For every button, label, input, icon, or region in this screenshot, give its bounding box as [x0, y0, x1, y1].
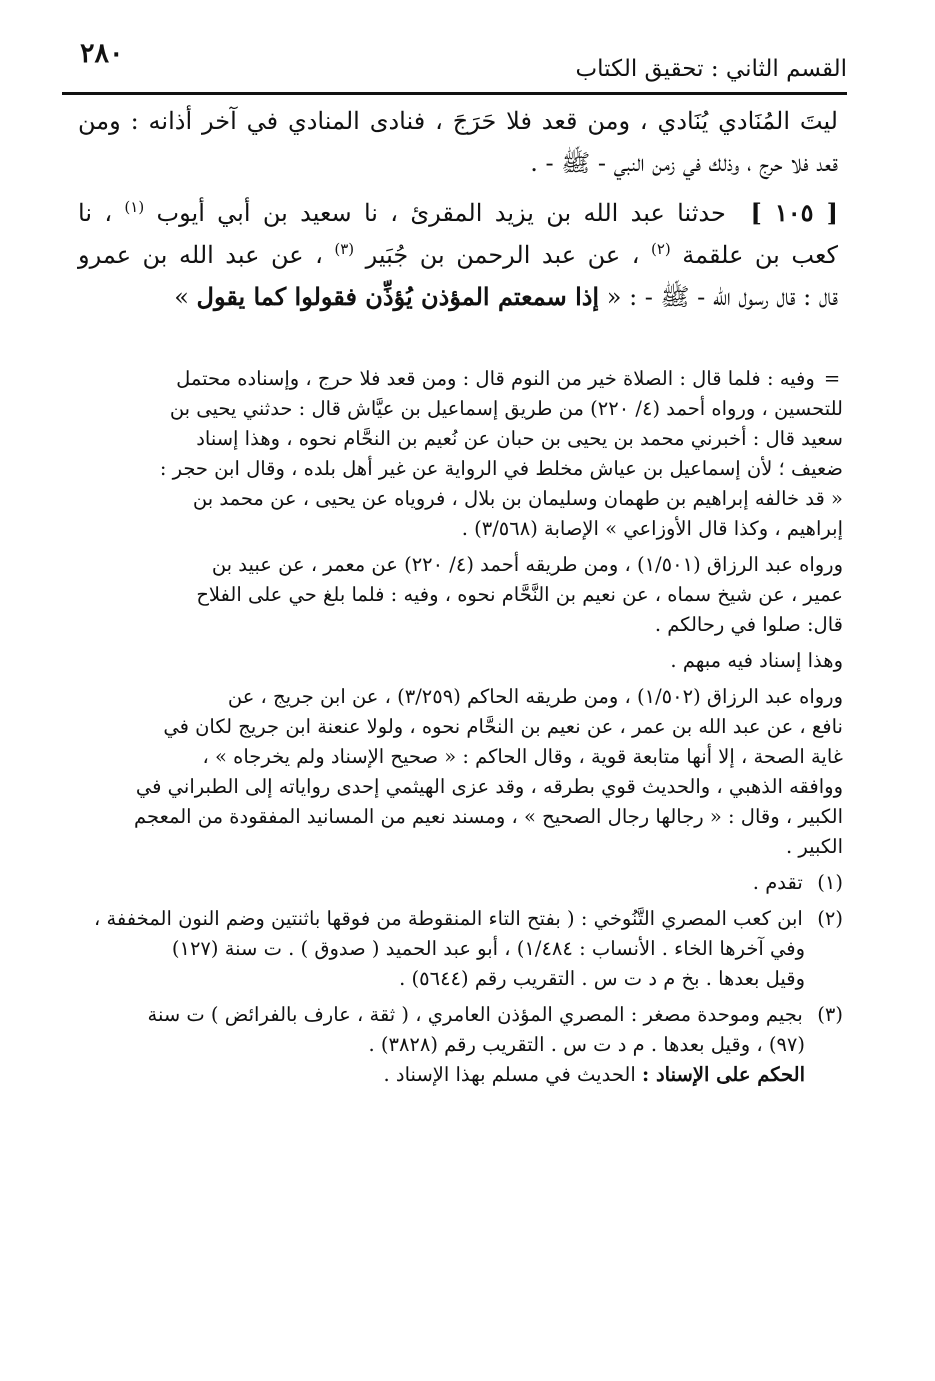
footnote-number: (٢)	[817, 907, 843, 930]
main-line: قعد فلا حرج ، وذلك في زمن النبي - ﷺ - .	[530, 149, 838, 177]
note-paragraph	[68, 682, 843, 862]
note-line: وقيل بعدها . بخ م د ت س . التقريب رقم (٥٦٤٤) .	[399, 967, 805, 990]
note-line: ورواه عبد الرزاق (١/٥٠٢) ، ومن طريقه الحاكم (٣/٢٥٩) ، عن ابن جريج ، عن	[227, 685, 843, 708]
main-line	[78, 276, 838, 318]
ruling-line	[68, 1060, 843, 1090]
note-line: سعيد قال : أخبرني محمد بن يحيى بن حبان عن نُعيم بن النحَّام نحوه ، وهذا إسناد	[196, 427, 843, 450]
note-line: وهذا إسناد فيه مبهم .	[670, 649, 843, 672]
isnad-text: ، نا	[78, 199, 113, 227]
note-line: (١) تقدم .	[68, 868, 843, 898]
main-paragraph-1	[78, 100, 838, 184]
header-rule	[62, 92, 847, 95]
ruling-text: الحديث في مسلم بهذا الإسناد .	[383, 1063, 636, 1086]
isnad-text: كعب بن علقمة	[682, 241, 838, 269]
footnotes	[68, 364, 843, 1096]
isnad-text: ، عن عبد الله بن عمرو	[78, 241, 323, 269]
main-paragraph-2	[78, 192, 838, 318]
isnad-text: ، عن عبد الرحمن بن جُبَير	[365, 241, 640, 269]
note-line: نافع ، عن عبد الله بن عمر ، عن نعيم بن النحَّام نحوه ، ولولا عنعنة ابن جريج لكان في	[163, 715, 843, 738]
footnote-ref: (٢)	[650, 240, 671, 258]
footnote-number: (٣)	[817, 1003, 843, 1026]
main-line	[78, 234, 838, 276]
note-line: = وفيه : فلما قال : الصلاة خير من النوم قال : ومن قعد فلا حرج ، وإسناده محتمل	[68, 364, 843, 394]
note-line: عمير ، عن شيخ سماه ، عن نعيم بن النَّحَّام نحوه ، وفيه : فلما بلغ حي على الفلاح	[196, 583, 843, 606]
main-line: ليتَ المُنَادي يُنَادي ، ومن قعد فلا حَرَجَ ، فنادى المنادي في آخر أذانه : ومن	[78, 107, 838, 135]
ruling-label: الحكم على الإسناد :	[642, 1063, 805, 1086]
continuation-marker: =	[823, 367, 841, 390]
note-line: وفي آخرها الخاء . الأنساب : ١/٤٨٤) ، أبو عبد الحميد ( صدوق ) . ت سنة (١٢٧)	[171, 937, 805, 960]
main-line	[78, 192, 838, 234]
hadith-number: [ ١٠٥ ]	[750, 198, 838, 227]
footnote-2	[68, 904, 843, 994]
footnote-ref: (٣)	[334, 240, 355, 258]
note-line: (٩٧) ، وقيل بعدها . م د ت س . التقريب رقم (٣٨٢٨) .	[368, 1033, 805, 1056]
hadith-block	[78, 192, 838, 318]
note-line: « قد خالفه إبراهيم بن طهمان وسليمان بن بلال ، فروياه عن يحيى ، عن محمد بن	[192, 487, 843, 510]
note-line: غاية الصحة ، إلا أنها متابعة قوية ، وقال الحاكم : « صحيح الإسناد ولم يخرجاه » ،	[202, 745, 843, 768]
note-line: ووافقه الذهبي ، والحديث قوي بطرقه ، وقد عزى الهيثمي إحدى رواياته إلى الطبراني في	[135, 775, 843, 798]
running-head: القسم الثاني : تحقيق الكتاب	[575, 56, 847, 82]
page-header	[62, 32, 847, 92]
footnote-1	[68, 868, 843, 898]
note-line: (٣) بجيم وموحدة مصغر : المصري المؤذن العامري ، ( ثقة ، عارف بالفرائض ) ت سنة	[68, 1000, 843, 1030]
note-paragraph	[68, 550, 843, 640]
isnad-text: قال : قال رسول الله - ﷺ - : «	[606, 283, 838, 311]
page-number: ٢٨٠	[80, 38, 124, 69]
note-line: قال: صلوا في رحالكم .	[654, 613, 843, 636]
note-paragraph	[68, 646, 843, 676]
footnote-ref: (١)	[124, 198, 145, 216]
note-line: ورواه عبد الرزاق (١/٥٠١) ، ومن طريقه أحمد (٤/ ٢٢٠) عن معمر ، عن عبيد بن	[211, 553, 843, 576]
note-line: ضعيف ؛ لأن إسماعيل بن عياش مخلط في الرواية عن غير أهل بلده ، وقال ابن حجر :	[159, 457, 843, 480]
quote-close: »	[174, 283, 189, 311]
main-text	[78, 100, 838, 184]
note-line: إبراهيم ، وكذا قال الأوزاعي » الإصابة (٣/٥٦٨) .	[461, 517, 843, 540]
note-continued	[68, 364, 843, 544]
footnote-number: (١)	[817, 871, 843, 894]
hadith-text: إذا سمعتم المؤذن يُؤذِّن فقولوا كما يقول	[196, 282, 600, 311]
isnad-text: حدثنا عبد الله بن يزيد المقرئ ، نا سعيد بن أبي أيوب	[156, 199, 726, 227]
note-line: الكبير .	[785, 835, 843, 858]
note-line: للتحسين ، ورواه أحمد (٤/ ٢٢٠) من طريق إسماعيل بن عيَّاش قال : حدثني يحيى بن	[169, 397, 843, 420]
note-line: (٢) ابن كعب المصري التَّنُوخي : ( بفتح التاء المنقوطة من فوقها باثنتين وضم النون المخففة ،	[68, 904, 843, 934]
footnote-3	[68, 1000, 843, 1090]
note-line: الكبير ، وقال : « رجالها رجال الصحيح » ، ومسند نعيم من المسانيد المفقودة من المعجم	[134, 805, 843, 828]
